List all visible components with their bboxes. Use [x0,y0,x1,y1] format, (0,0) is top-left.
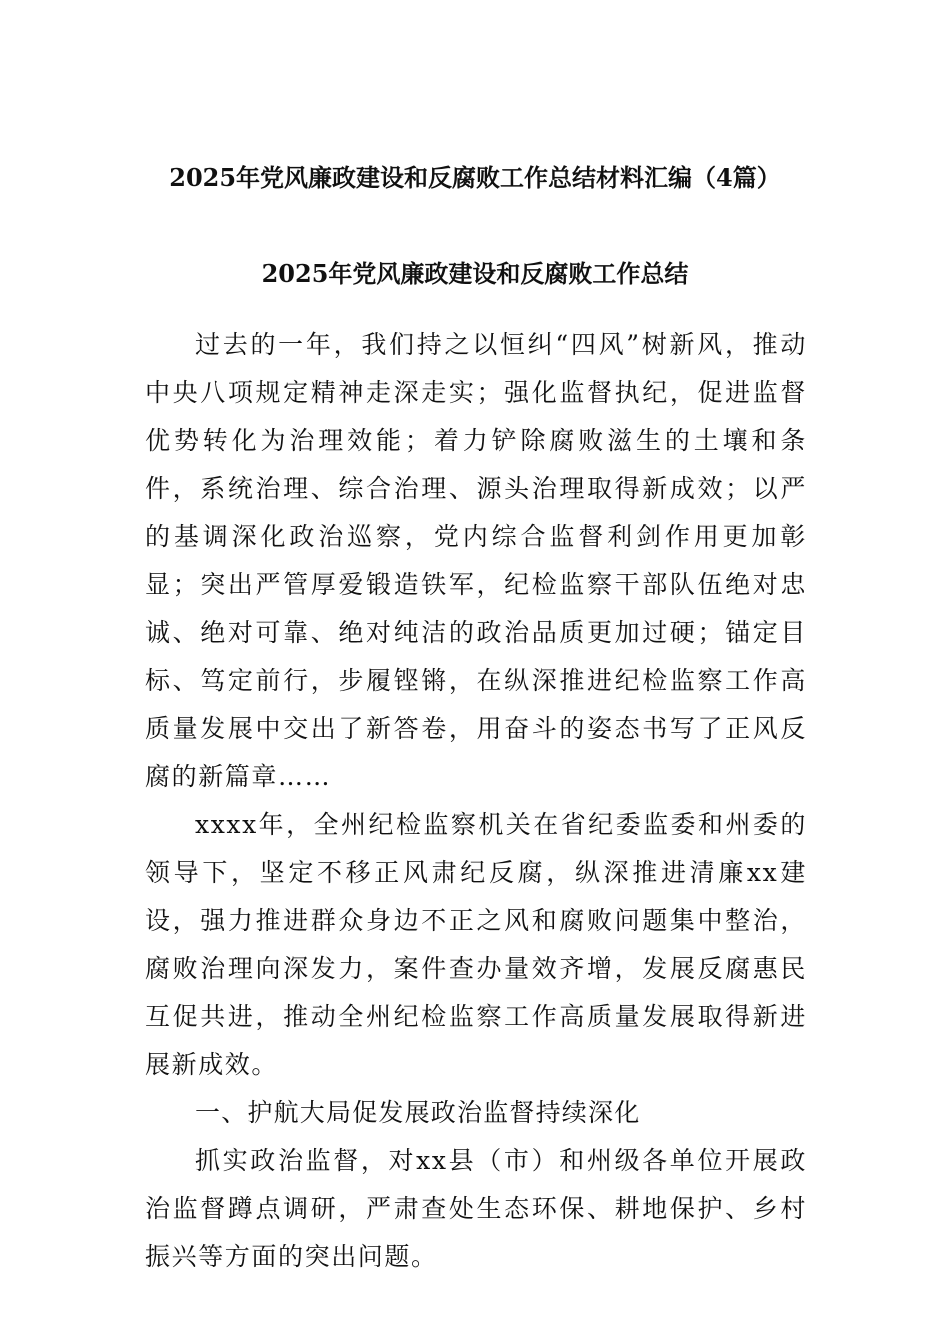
section-title: 2025年党风廉政建设和反腐败工作总结 [261,259,689,288]
paragraph-overview: xxxx年，全州纪检监察机关在省纪委监委和州委的领导下，坚定不移正风肃纪反腐，纵深推进清廉xx建设，强力推进群众身边不正之风和腐败问题集中整治，腐败治理向深发力，案件查办量效齐增，发展反腐惠民互促共进，推动全州纪检监察工作高质量发展取得新进展新成效。 [145,810,807,1079]
paragraph-political-supervision: 抓实政治监督，对xx县（市）和州级各单位开展政治监督蹲点调研，严肃查处生态环保、耕地保护、乡村振兴等方面的突出问题。 [145,1146,807,1271]
paragraph-intro: 过去的一年，我们持之以恒纠“四风”树新风，推动中央八项规定精神走深走实；强化监督执纪，促进监督优势转化为治理效能；着力铲除腐败滋生的土壤和条件，系统治理、综合治理、源头治理取得新成效；以严的基调深化政治巡察，党内综合监督利剑作用更加彰显；突出严管厚爱锻造铁军，纪检监察干部队伍绝对忠诚、绝对可靠、绝对纯洁的政治品质更加过硬；锚定目标、笃定前行，步履铿锵，在纵深推进纪检监察工作高质量发展中交出了新答卷，用奋斗的姿态书写了正风反腐的新篇章…… [145,330,807,791]
subsection-heading: 一、护航大局促发展政治监督持续深化 [195,1098,641,1127]
document-title: 2025年党风廉政建设和反腐败工作总结材料汇编（4篇） [169,163,781,192]
document-body [145,321,807,1281]
